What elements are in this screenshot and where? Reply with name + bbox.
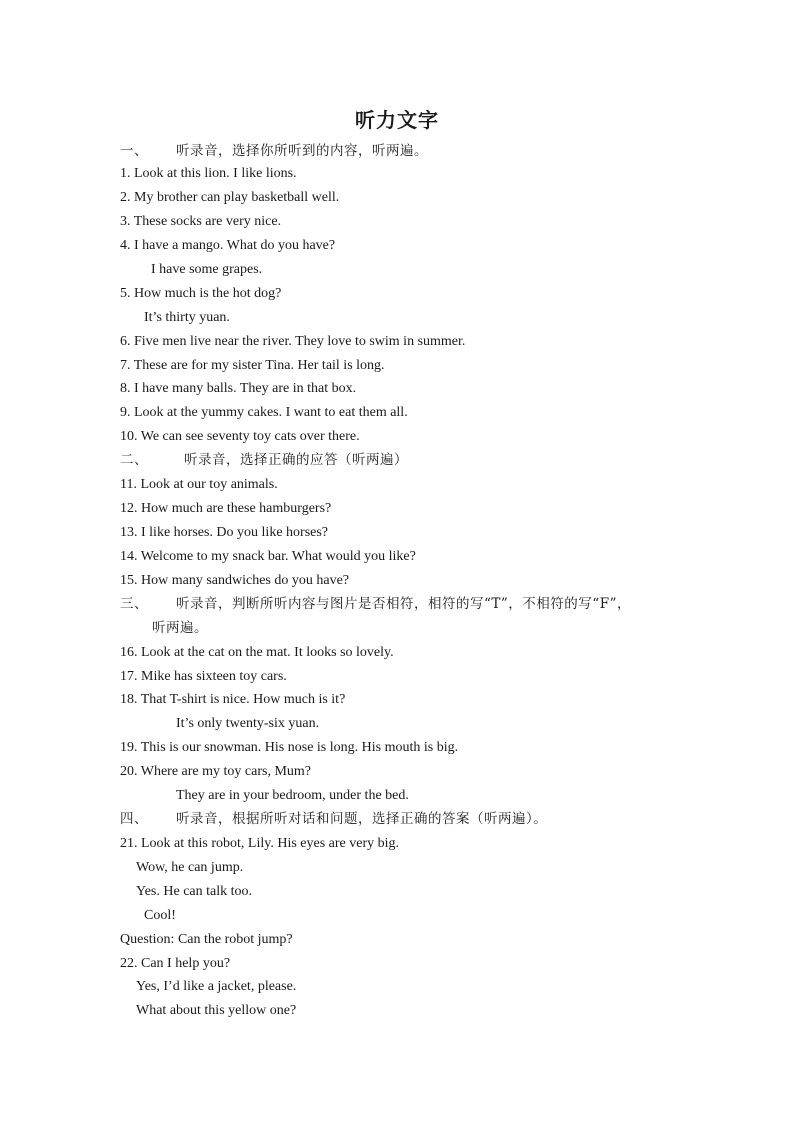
question-line: 21. Look at this robot, Lily. His eyes are very big. — [120, 836, 400, 851]
question-line: It’s only twenty-six yuan. — [176, 716, 320, 731]
question-line: 18. That T-shirt is nice. How much is it? — [120, 692, 346, 707]
question-line: 14. Welcome to my snack bar. What would you like? — [120, 549, 416, 564]
question-line: 4. I have a mango. What do you have? — [120, 238, 336, 253]
question-line: 8. I have many balls. They are in that box. — [120, 381, 357, 396]
section3-number: 三、 — [120, 596, 148, 612]
question-line: They are in your bedroom, under the bed. — [176, 788, 409, 803]
section3-instruction-cont: 听两遍。 — [152, 620, 208, 636]
section3-instruction: 听录音，判断所听内容与图片是否相符，相符的写“T”，不相符的写“F”， — [176, 596, 631, 612]
question-line: 16. Look at the cat on the mat. It looks so lovely. — [120, 645, 394, 660]
question-line: 9. Look at the yummy cakes. I want to eat them all. — [120, 405, 408, 420]
question-line: 7. These are for my sister Tina. Her tail is long. — [120, 358, 385, 373]
question-line: 17. Mike has sixteen toy cars. — [120, 669, 287, 684]
question-line: Yes. He can talk too. — [136, 884, 253, 899]
question-line: 10. We can see seventy toy cats over there. — [120, 429, 360, 444]
section2-instruction: 听录音，选择正确的应答（听两遍） — [184, 452, 408, 468]
question-line: 5. How much is the hot dog? — [120, 286, 282, 301]
section1-number: 一、 — [120, 143, 148, 159]
question-line: 22. Can I help you? — [120, 956, 231, 971]
question-line: 12. How much are these hamburgers? — [120, 501, 332, 516]
question-line: 11. Look at our toy animals. — [120, 477, 278, 492]
section2-number: 二、 — [120, 452, 148, 468]
question-line: 3. These socks are very nice. — [120, 214, 282, 229]
question-line: Wow, he can jump. — [136, 860, 244, 875]
question-line: Yes, I’d like a jacket, please. — [136, 979, 297, 994]
section4-instruction: 听录音，根据所听对话和问题，选择正确的答案（听两遍）。 — [176, 811, 548, 827]
question-line: 13. I like horses. Do you like horses? — [120, 525, 329, 540]
page-title: 听力文字 — [355, 108, 439, 132]
section4-number: 四、 — [120, 811, 148, 827]
question-line: 15. How many sandwiches do you have? — [120, 573, 350, 588]
question-line: 2. My brother can play basketball well. — [120, 190, 340, 205]
question-line: 19. This is our snowman. His nose is long. His mouth is big. — [120, 740, 459, 755]
question-line: I have some grapes. — [151, 262, 263, 277]
question-line: Cool! — [144, 908, 176, 923]
question-line: What about this yellow one? — [136, 1003, 297, 1018]
question-line: Question: Can the robot jump? — [120, 932, 293, 947]
question-line: It’s thirty yuan. — [144, 310, 230, 325]
section1-instruction: 听录音，选择你所听到的内容，听两遍。 — [176, 143, 428, 159]
question-line: 6. Five men live near the river. They love to swim in summer. — [120, 334, 466, 349]
question-line: 20. Where are my toy cars, Mum? — [120, 764, 312, 779]
question-line: 1. Look at this lion. I like lions. — [120, 166, 297, 181]
